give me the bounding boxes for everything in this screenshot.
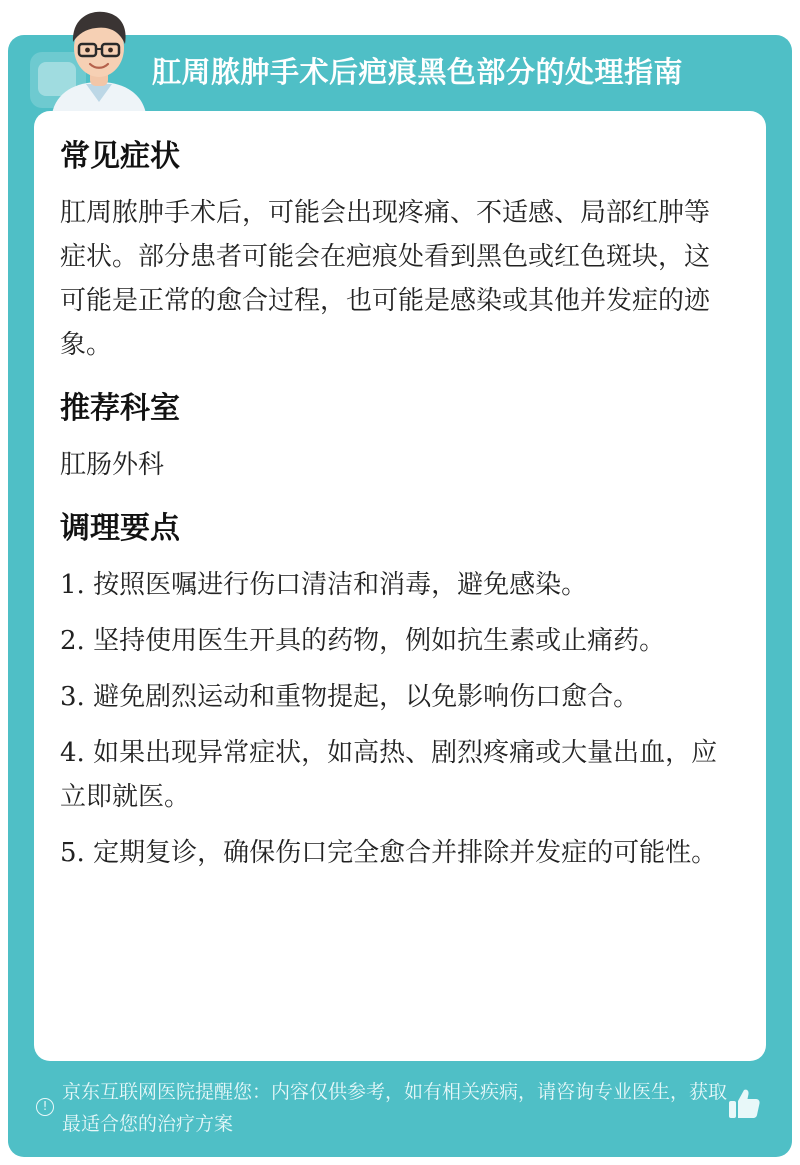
symptoms-text: 肛周脓肿手术后，可能会出现疼痛、不适感、局部红肿等症状。部分患者可能会在疤痕处看到黑色或红色斑块，这可能是正常的愈合过程，也可能是感染或其他并发症的迹象。 — [60, 198, 711, 360]
list-item-text: 按照医嘱进行伤口清洁和消毒，避免感染。 — [93, 570, 588, 600]
doctor-avatar — [46, 6, 152, 114]
list-item-text: 坚持使用医生开具的药物，例如抗生素或止痛药。 — [93, 626, 666, 656]
list-item-number: 4. — [60, 738, 85, 768]
footer — [36, 1074, 766, 1144]
section-title-symptoms: 常见症状 — [60, 139, 180, 174]
list-item — [60, 731, 732, 819]
list-item — [60, 619, 732, 663]
list-item-text: 如果出现异常症状，如高热、剧烈疼痛或大量出血，应立即就医。 — [60, 738, 718, 812]
list-item-number: 1. — [60, 570, 85, 600]
list-item — [60, 831, 732, 875]
list-item-number: 2. — [60, 626, 85, 656]
section-title-care: 调理要点 — [60, 511, 180, 546]
list-item — [60, 675, 732, 719]
list-item-number: 5. — [60, 838, 85, 868]
care-list — [60, 563, 732, 875]
page-title: 肛周脓肿手术后疤痕黑色部分的处理指南 — [152, 55, 684, 89]
list-item-number: 3. — [60, 682, 85, 712]
list-item-text: 定期复诊，确保伤口完全愈合并排除并发症的可能性。 — [93, 838, 718, 868]
thumbs-up-icon[interactable] — [726, 1086, 762, 1122]
content-card — [34, 111, 766, 1061]
list-item — [60, 563, 732, 607]
list-item-text: 避免剧烈运动和重物提起，以免影响伤口愈合。 — [93, 682, 640, 712]
department-text: 肛肠外科 — [60, 450, 165, 480]
info-icon: ! — [36, 1098, 54, 1116]
section-title-department: 推荐科室 — [60, 391, 180, 426]
footer-disclaimer: 京东互联网医院提醒您：内容仅供参考，如有相关疾病，请咨询专业医生，获取最适合您的治疗方案 — [62, 1081, 728, 1135]
